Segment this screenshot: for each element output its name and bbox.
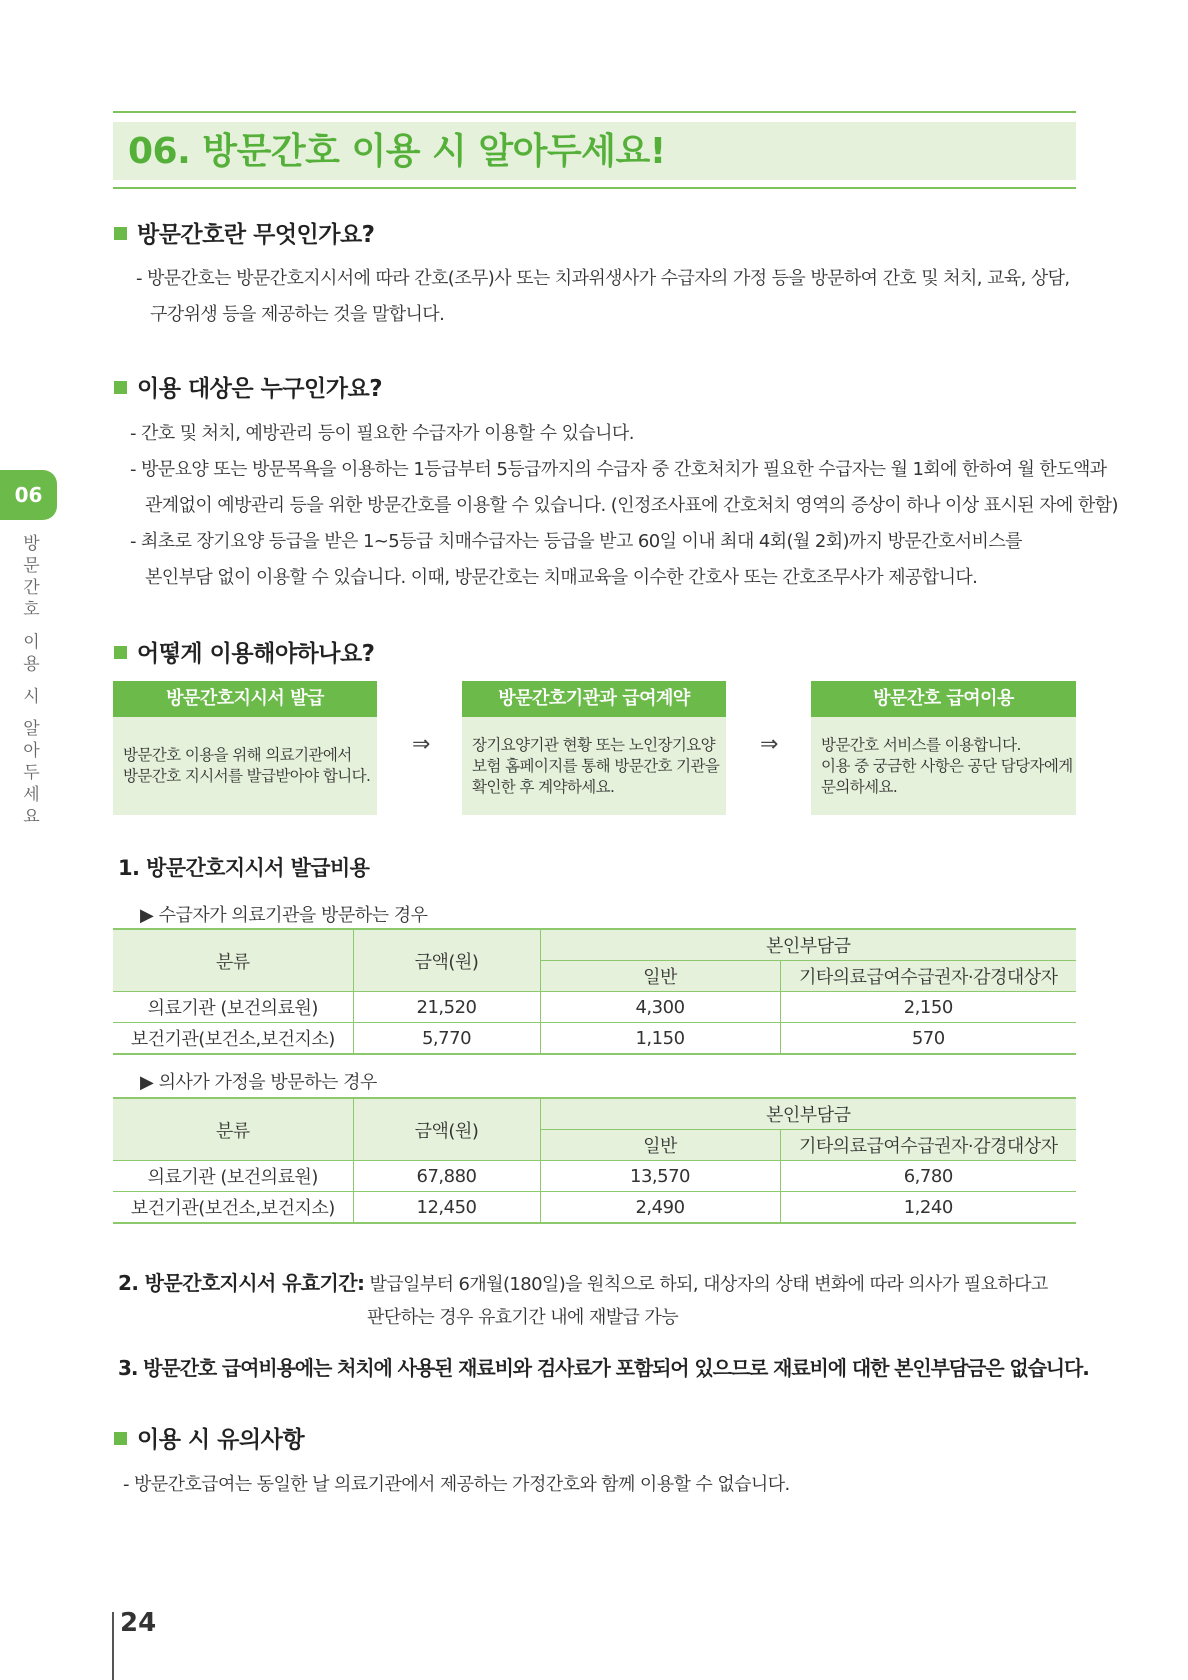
table-header-row [113,929,1076,961]
square-bullet-icon [114,646,127,659]
chapter-side-label: 방문간호 이용 시 알아두세요 [19,534,39,830]
square-bullet-icon [114,227,127,240]
page-number-rule [112,1612,114,1680]
cell-other: 1,240 [780,1192,1076,1224]
cell-category: 보건기관(보건소,보건지소) [113,1023,353,1055]
cell-amount: 12,450 [353,1192,540,1224]
flow-step-title: 방문간호지시서 발급 [113,681,377,717]
fee-table-2 [113,1097,1076,1224]
flow-step-2 [462,681,726,815]
flow-step-text: 보험 홈페이지를 통해 방문간호 기관을 [472,756,720,775]
fee-table-1-caption: ▶ 수급자가 의료기관을 방문하는 경우 [140,905,428,926]
cell-other: 6,780 [780,1161,1076,1192]
flow-step-text: 확인한 후 계약하세요. [472,777,615,796]
title-top-rule [113,111,1076,113]
arrow-right-icon: ⇒ [412,732,431,757]
validity-line-1 [118,1267,1048,1296]
what-line-1: - 방문간호는 방문간호지시서에 따라 간호(조무)사 또는 치과위생사가 수급자의 가정 등을 방문하여 간호 및 처치, 교육, 상담, [136,268,1070,289]
flow-step-text: 문의하세요. [821,777,898,796]
fee-table-1 [113,928,1076,1055]
section-heading-how [114,635,375,668]
page-number: 24 [120,1608,157,1638]
cell-general: 13,570 [540,1161,780,1192]
validity-text: 발급일부터 6개월(180일)을 원칙으로 하되, 대상자의 상태 변화에 따라 의사가 필요하다고 [369,1274,1048,1295]
col-header-copay: 본인부담금 [540,1098,1076,1130]
cell-amount: 21,520 [353,992,540,1023]
flow-step-title: 방문간호 급여이용 [811,681,1076,717]
fees-heading: 1. 방문간호지시서 발급비용 [118,856,370,880]
table-row [113,1023,1076,1055]
table-row [113,1192,1076,1224]
square-bullet-icon [114,1432,127,1445]
table-row [113,1161,1076,1192]
flow-step-1 [113,681,377,815]
col-header-other: 기타의료급여수급권자·감경대상자 [780,961,1076,992]
what-line-2: 구강위생 등을 제공하는 것을 말합니다. [150,304,445,325]
section-heading-caution [114,1421,304,1454]
validity-line-2: 판단하는 경우 유효기간 내에 재발급 가능 [367,1307,679,1328]
cell-category: 보건기관(보건소,보건지소) [113,1192,353,1224]
cell-amount: 5,770 [353,1023,540,1055]
flow-step-text: 방문간호 서비스를 이용합니다. [821,735,1021,754]
col-header-copay: 본인부담금 [540,929,1076,961]
fee-table-2-caption: ▶ 의사가 가정을 방문하는 경우 [140,1072,377,1093]
flow-step-title: 방문간호기관과 급여계약 [462,681,726,717]
cell-general: 1,150 [540,1023,780,1055]
chapter-tab: 06 [0,470,57,520]
table-header-row [113,1098,1076,1130]
flow-step-text: 방문간호 지시서를 발급받아야 합니다. [123,767,371,785]
who-line-4: - 최초로 장기요양 등급을 받은 1~5등급 치매수급자는 등급을 받고 60일 이내 최대 4회(월 2회)까지 방문간호서비스를 [130,531,1022,552]
col-header-category: 분류 [113,929,353,992]
cell-general: 4,300 [540,992,780,1023]
caution-line-1: - 방문간호급여는 동일한 날 의료기관에서 제공하는 가정간호와 함께 이용할 수 없습니다. [123,1474,790,1495]
section-heading-text: 어떻게 이용해야하나요? [137,641,375,667]
col-header-amount: 금액(원) [353,1098,540,1161]
col-header-general: 일반 [540,1130,780,1161]
flow-step-text: 장기요양기관 현황 또는 노인장기요양 [472,735,715,754]
col-header-general: 일반 [540,961,780,992]
table-row [113,992,1076,1023]
flow-step-3 [811,681,1076,815]
col-header-amount: 금액(원) [353,929,540,992]
materials-note: 3. 방문간호 급여비용에는 처치에 사용된 재료비와 검사료가 포함되어 있으므로 재료비에 대한 본인부담금은 없습니다. [118,1356,1089,1380]
cell-amount: 67,880 [353,1161,540,1192]
flow-step-text: 이용 중 궁금한 사항은 공단 담당자에게 [821,756,1073,775]
validity-label: 2. 방문간호지시서 유효기간: [118,1271,365,1295]
who-line-1: - 간호 및 처치, 예방관리 등이 필요한 수급자가 이용할 수 있습니다. [130,423,634,444]
cell-category: 의료기관 (보건의료원) [113,992,353,1023]
cell-general: 2,490 [540,1192,780,1224]
section-heading-who [114,370,382,403]
col-header-other: 기타의료급여수급권자·감경대상자 [780,1130,1076,1161]
square-bullet-icon [114,381,127,394]
page-title: 06. 방문간호 이용 시 알아두세요! [128,131,666,172]
cell-other: 570 [780,1023,1076,1055]
section-heading-text: 방문간호란 무엇인가요? [137,222,375,248]
cell-category: 의료기관 (보건의료원) [113,1161,353,1192]
section-heading-text: 이용 시 유의사항 [137,1427,305,1453]
who-line-3: 관계없이 예방관리 등을 위한 방문간호를 이용할 수 있습니다. (인정조사표에 간호처치 영역의 증상이 하나 이상 표시된 자에 한함) [145,495,1118,516]
col-header-category: 분류 [113,1098,353,1161]
flow-step-text: 방문간호 이용을 위해 의료기관에서 [123,746,352,764]
cell-other: 2,150 [780,992,1076,1023]
section-heading-what [114,216,375,249]
section-heading-text: 이용 대상은 누구인가요? [137,376,383,402]
arrow-right-icon: ⇒ [760,732,779,757]
who-line-5: 본인부담 없이 이용할 수 있습니다. 이때, 방문간호는 치매교육을 이수한 간호사 또는 간호조무사가 제공합니다. [145,567,978,588]
who-line-2: - 방문요양 또는 방문목욕을 이용하는 1등급부터 5등급까지의 수급자 중 간호처치가 필요한 수급자는 월 1회에 한하여 월 한도액과 [130,459,1107,480]
title-bottom-rule [113,187,1076,189]
